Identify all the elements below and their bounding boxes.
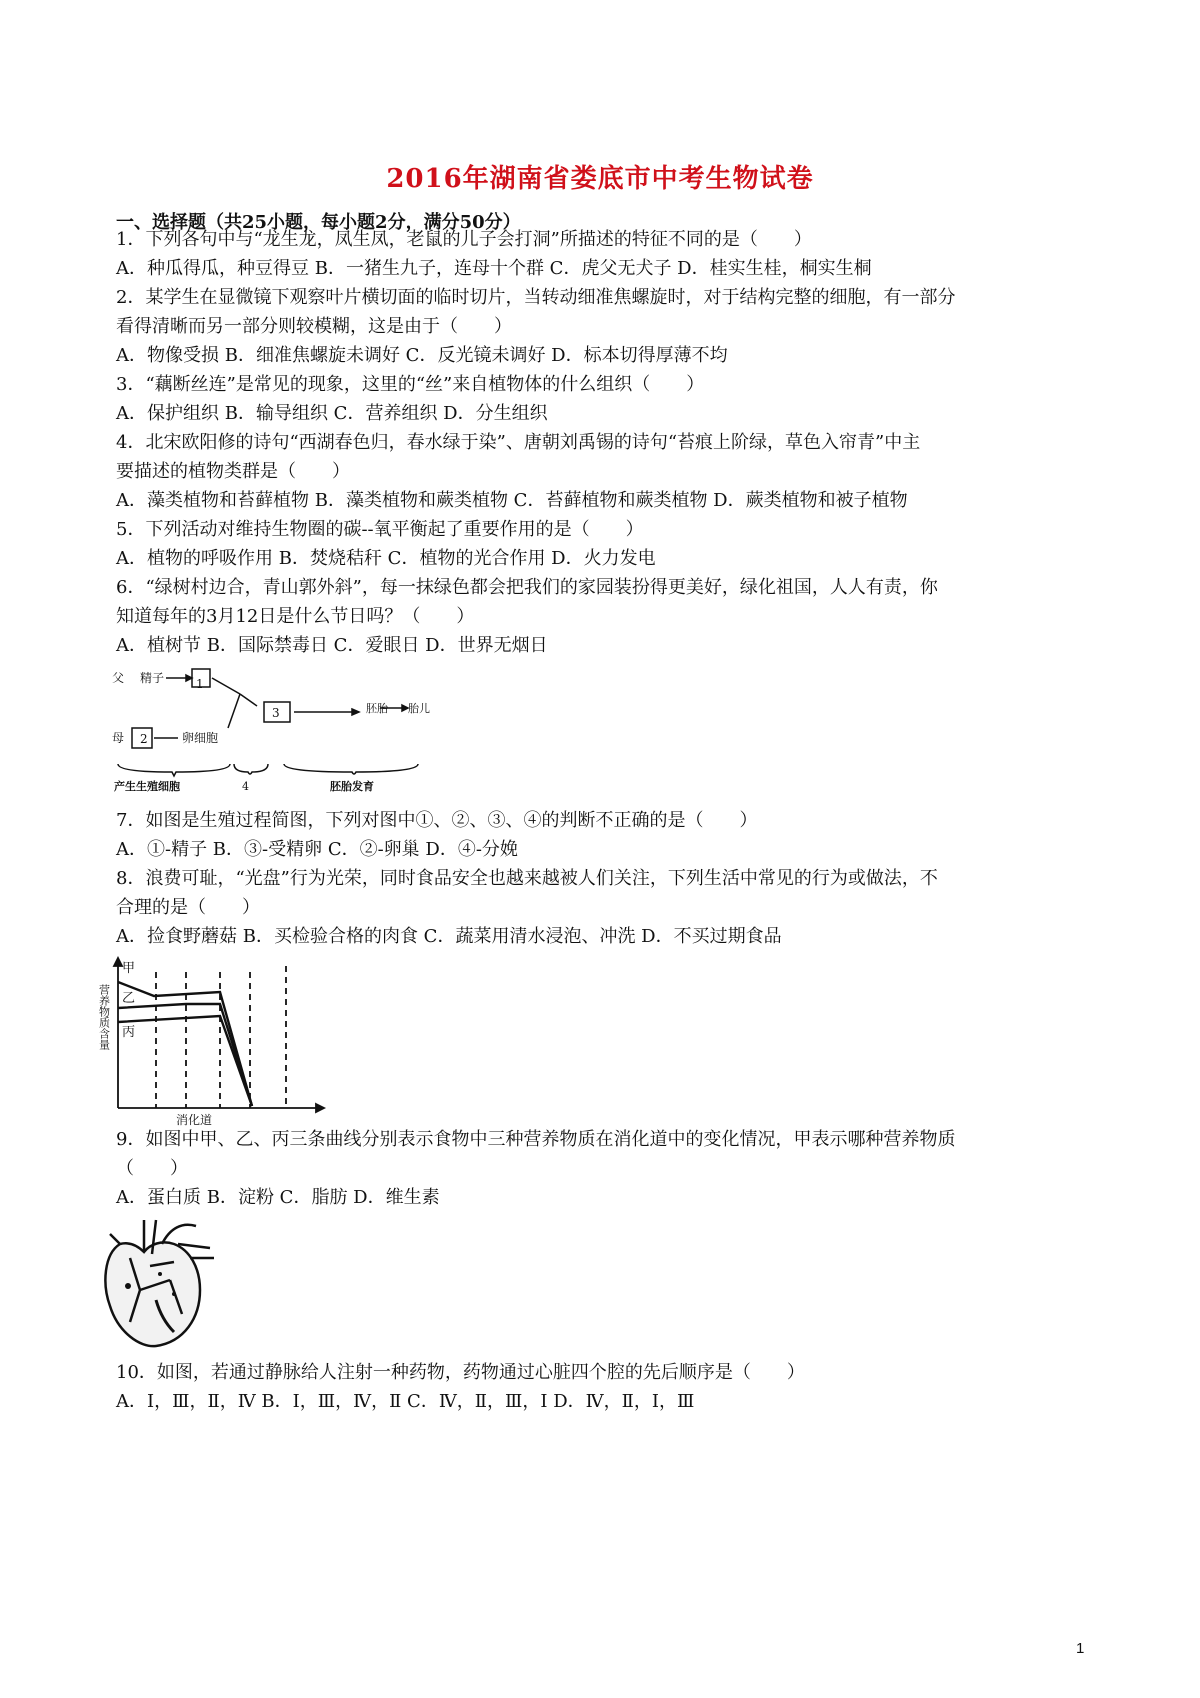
x-axis-label: 消化道 — [176, 1113, 213, 1127]
curve-jia-label: 甲 — [122, 961, 136, 976]
q7-stem: 7．如图是生殖过程简图，下列对图中①、②、③、④的判断不正确的是（ ） — [116, 810, 758, 831]
fig-stage1-label: 产生生殖细胞 — [114, 780, 180, 793]
q9-options: A．蛋白质 B．淀粉 C．脂肪 D．维生素 — [116, 1187, 440, 1208]
fig-egg-label: 卵细胞 — [182, 731, 219, 745]
reproduction-diagram — [112, 668, 452, 798]
fig-sperm-label: 精子 — [140, 671, 165, 685]
fig-fetus-label: 胎儿 — [408, 702, 430, 715]
q6-options: A．植树节 B．国际禁毒日 C．爱眼日 D．世界无烟日 — [116, 635, 548, 656]
q8-stem-line2: 合理的是（ ） — [116, 897, 260, 918]
page-number: 1 — [1076, 1640, 1085, 1657]
section-heading: 一、选择题（共25小题，每小题2分，满分50分） — [116, 212, 521, 233]
y-axis-label: 营养物质含量 — [97, 984, 111, 1050]
q2-stem-line1: 2．某学生在显微镜下观察叶片横切面的临时切片，当转动细准焦螺旋时，对于结构完整的细胞，有一部分 — [116, 287, 956, 308]
fig-box3-label: 3 — [272, 706, 280, 720]
q1-stem: 1．下列各句中与“龙生龙，凤生凤，老鼠的儿子会打洞”所描述的特征不同的是（ ） — [116, 229, 812, 250]
q5-options: A．植物的呼吸作用 B．焚烧秸秆 C．植物的光合作用 D．火力发电 — [116, 548, 656, 569]
q9-stem-line1: 9．如图中甲、乙、丙三条曲线分别表示食物中三种营养物质在消化道中的变化情况，甲表示哪种营养物质 — [116, 1129, 956, 1150]
q6-stem-line1: 6．“绿树村边合，青山郭外斜”，每一抹绿色都会把我们的家园装扮得更美好，绿化祖国，人人有责，你 — [116, 577, 938, 598]
curve-bing-label: 丙 — [122, 1025, 136, 1040]
heart-diagram — [100, 1214, 220, 1354]
q10-options: A．Ⅰ，Ⅲ，Ⅱ，Ⅳ B．Ⅰ，Ⅲ，Ⅳ，Ⅱ C．Ⅳ，Ⅱ，Ⅲ，Ⅰ D．Ⅳ，Ⅱ，Ⅰ，Ⅲ — [116, 1391, 695, 1412]
fig-box2-label: 2 — [140, 732, 148, 746]
q4-stem-line1: 4．北宋欧阳修的诗句“西湖春色归，春水绿于染”、唐朝刘禹锡的诗句“苔痕上阶绿，草色入帘青”中主 — [116, 432, 921, 453]
curve-yi — [118, 1004, 252, 1106]
fig-box1-label: 1 — [196, 677, 204, 691]
q2-stem-line2: 看得清晰而另一部分则较模糊，这是由于（ ） — [116, 316, 512, 337]
q4-options: A．藻类植物和苔藓植物 B．藻类植物和蕨类植物 C．苔藓植物和蕨类植物 D．蕨类植物和被子植物 — [116, 490, 908, 511]
digestion-curve-figure — [96, 956, 336, 1128]
q8-options: A．捡食野蘑菇 B．买检验合格的肉食 C．蔬菜用清水浸泡、冲洗 D．不买过期食品 — [116, 926, 782, 947]
q4-stem-line2: 要描述的植物类群是（ ） — [116, 461, 350, 482]
fig-mother-label: 母 — [112, 731, 125, 745]
fig-father-label: 父 — [112, 671, 125, 685]
q9-stem-line2: （ ） — [116, 1158, 188, 1179]
curve-yi-label: 乙 — [122, 991, 136, 1006]
q2-options: A．物像受损 B．细准焦螺旋未调好 C．反光镜未调好 D．标本切得厚薄不均 — [116, 345, 728, 366]
fig-embryo-label: 胚胎 — [366, 702, 388, 715]
q6-stem-line2: 知道每年的3月12日是什么节日吗？（ ） — [116, 606, 475, 627]
q5-stem: 5．下列活动对维持生物圈的碳--氧平衡起了重要作用的是（ ） — [116, 519, 644, 540]
q1-options: A．种瓜得瓜，种豆得豆 B．一猪生九子，连母十个群 C．虎父无犬子 D．桂实生桂，桐实生桐 — [116, 258, 872, 279]
q3-stem: 3．“藕断丝连”是常见的现象，这里的“丝”来自植物体的什么组织（ ） — [116, 374, 705, 395]
q7-options: A．①-精子 B．③-受精卵 C．②-卵巢 D．④-分娩 — [116, 839, 518, 860]
page-title: 2016年湖南省娄底市中考生物试卷 — [386, 164, 814, 194]
q3-options: A．保护组织 B．输导组织 C．营养组织 D．分生组织 — [116, 403, 548, 424]
curve-bing — [118, 1016, 252, 1106]
fig-stage2-label: 4 — [242, 780, 249, 793]
q10-stem: 10．如图，若通过静脉给人注射一种药物，药物通过心脏四个腔的先后顺序是（ ） — [116, 1362, 805, 1383]
fig-stage3-label: 胚胎发育 — [330, 780, 374, 793]
q8-stem-line1: 8．浪费可耻，“光盘”行为光荣，同时食品安全也越来越被人们关注，下列生活中常见的行为或做法，不 — [116, 868, 938, 889]
